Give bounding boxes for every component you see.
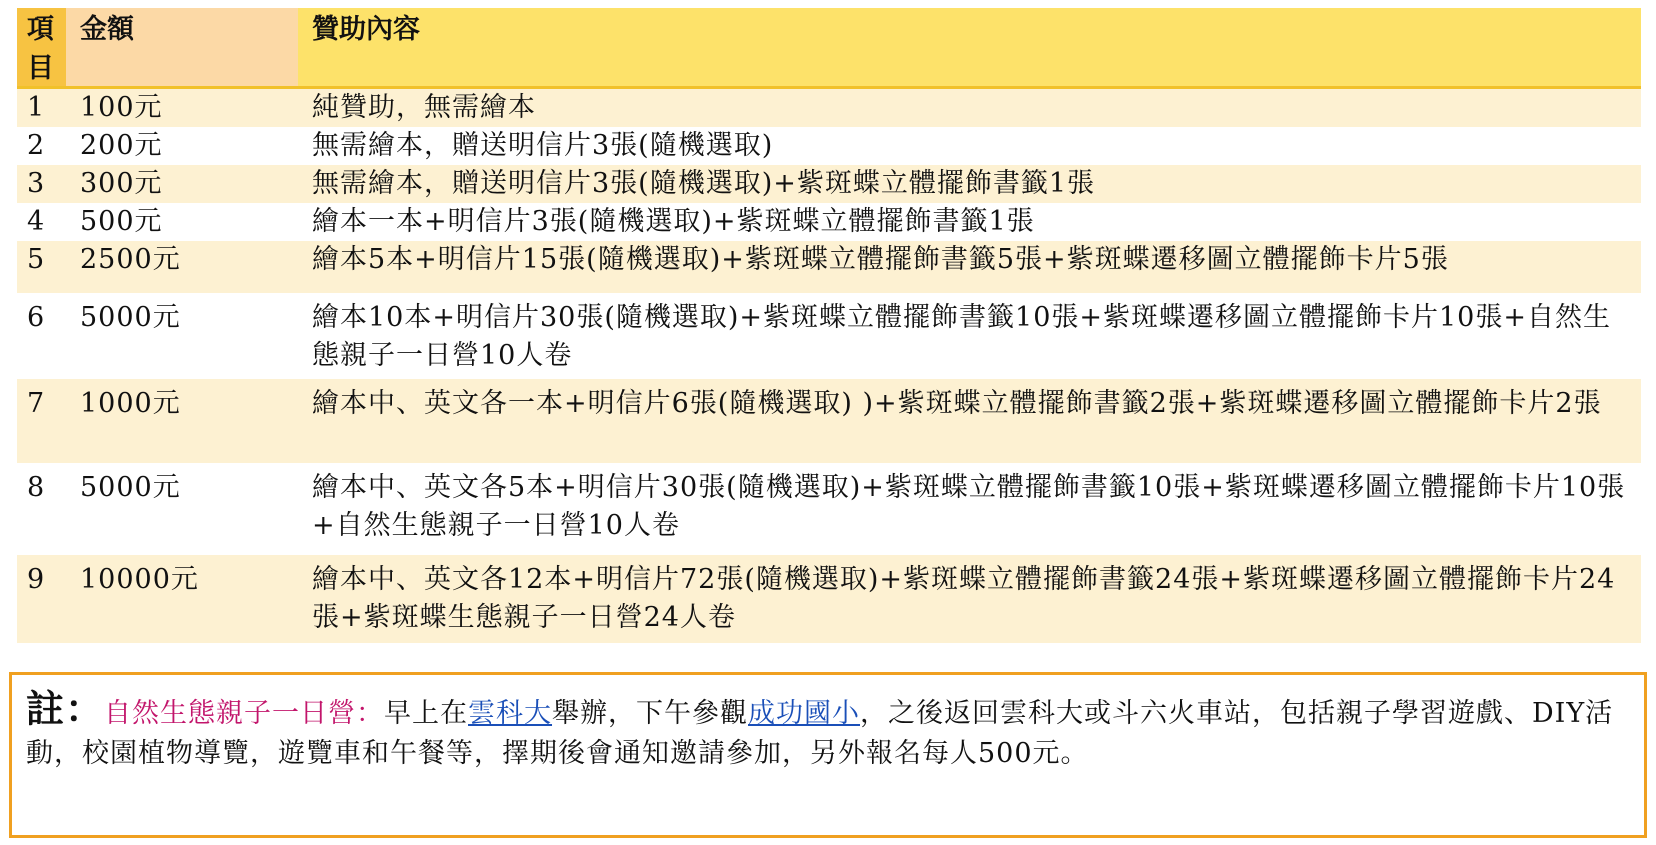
row-amount: 300元	[80, 168, 163, 199]
header-amount: 金額	[66, 8, 298, 86]
row-item: 8	[27, 472, 46, 503]
row-item: 5	[27, 244, 46, 275]
row-content: 無需繪本，贈送明信片3張(隨機選取)+紫斑蝶立體擺飾書籤1張	[312, 168, 1096, 199]
note-text: ，之後返回雲科大或斗六火車站，包括親子學習遊戲、DIY活動，校園植物導覽，遊覽車和午餐等，擇期後會通知邀請參加，另外報名每人500元。	[26, 698, 1614, 769]
table-row	[17, 379, 1641, 463]
row-content: 繪本中、英文各5本+明信片30張(隨機選取)+紫斑蝶立體擺飾書籤10張+紫斑蝶遷移圖立體擺飾卡片10張+自然生態親子一日營10人卷	[312, 472, 1626, 541]
row-item: 3	[27, 168, 46, 199]
sponsorship-table	[17, 8, 1641, 643]
row-amount: 100元	[80, 92, 163, 123]
row-amount: 2500元	[80, 244, 181, 275]
header-divider	[17, 86, 1641, 89]
row-content: 純贊助，無需繪本	[312, 92, 536, 123]
yuntech-link[interactable]: 雲科大	[468, 698, 553, 729]
table-row	[17, 203, 1641, 241]
row-amount: 5000元	[80, 472, 181, 503]
note-text: 舉辦，下午參觀	[552, 698, 749, 729]
header-item: 項目	[17, 8, 66, 86]
row-content: 無需繪本，贈送明信片3張(隨機選取)	[312, 130, 774, 161]
row-item: 4	[27, 206, 46, 237]
row-amount: 10000元	[80, 564, 199, 595]
row-content: 繪本5本+明信片15張(隨機選取)+紫斑蝶立體擺飾書籤5張+紫斑蝶遷移圖立體擺飾卡片5張	[312, 244, 1449, 275]
row-amount: 5000元	[80, 302, 181, 333]
row-content: 繪本10本+明信片30張(隨機選取)+紫斑蝶立體擺飾書籤10張+紫斑蝶遷移圖立體擺飾卡片10張+自然生態親子一日營10人卷	[312, 302, 1611, 371]
row-amount: 500元	[80, 206, 163, 237]
table-row	[17, 127, 1641, 165]
row-item: 7	[27, 388, 46, 419]
row-item: 2	[27, 130, 46, 161]
table-row	[17, 241, 1641, 293]
row-amount: 200元	[80, 130, 163, 161]
chenggong-school-link[interactable]: 成功國小	[748, 698, 861, 729]
row-content: 繪本中、英文各12本+明信片72張(隨機選取)+紫斑蝶立體擺飾書籤24張+紫斑蝶遷移圖立體擺飾卡片24張+紫斑蝶生態親子一日營24人卷	[312, 564, 1616, 633]
table-row	[17, 555, 1641, 643]
header-content: 贊助內容	[298, 8, 1641, 86]
note-prefix: 註：	[26, 686, 105, 731]
note-box	[9, 672, 1647, 838]
table-row	[17, 463, 1641, 555]
table-row	[17, 89, 1641, 127]
note-text: 早上在	[384, 698, 469, 729]
row-amount: 1000元	[80, 388, 181, 419]
row-item: 9	[27, 564, 46, 595]
table-header	[17, 8, 1641, 86]
row-content: 繪本中、英文各一本+明信片6張(隨機選取) )+紫斑蝶立體擺飾書籤2張+紫斑蝶遷移圖立體擺飾卡片2張	[312, 388, 1602, 419]
note-title: 自然生態親子一日營：	[104, 698, 385, 729]
row-item: 6	[27, 302, 46, 333]
row-content: 繪本一本+明信片3張(隨機選取)+紫斑蝶立體擺飾書籤1張	[312, 206, 1035, 237]
row-item: 1	[27, 92, 46, 123]
table-row	[17, 165, 1641, 203]
table-row	[17, 293, 1641, 379]
